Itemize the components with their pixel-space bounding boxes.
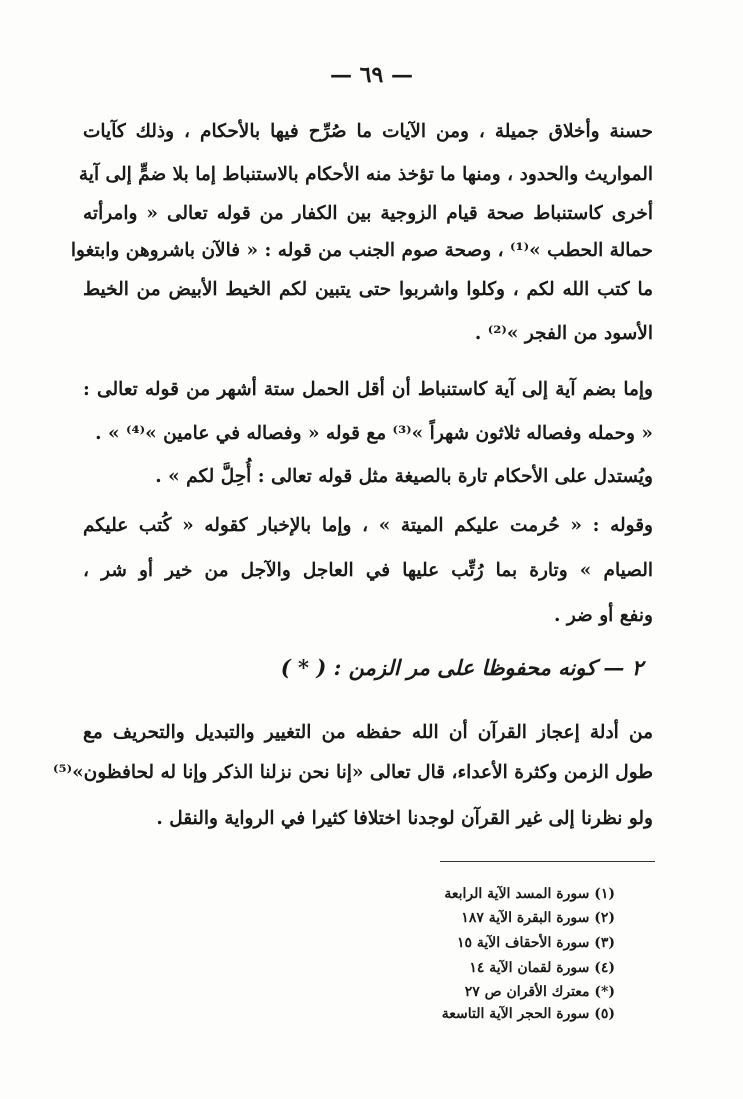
text-line: حمالة الحطب »⁽¹⁾ ، وصحة صوم الجنب من قوله : « فالآن باشروهن وابتغوا	[70, 240, 653, 261]
text-line: « وحمله وفصاله ثلاثون شهراً »⁽³⁾ مع قوله « وفصاله في عامين »⁽⁴⁾ » .	[95, 423, 653, 444]
text-line: وإما بضم آية إلى آية كاستنباط أن أقل الحمل ستة أشهر من قوله تعالى :	[83, 379, 653, 400]
text-line: المواريث والحدود ، ومنها ما تؤخذ منه الأحكام بالاستنباط إما بلا ضمٍّ إلى آية	[78, 164, 653, 185]
text-line: الأسود من الفجر »⁽²⁾ .	[474, 323, 653, 344]
text-line: ونفع أو ضر .	[553, 605, 653, 626]
footnote: (١) سورة المسد الآية الرابعة	[444, 886, 615, 902]
text-line: من أدلة إعجاز القرآن أن الله حفظه من التغيير والتبديل والتحريف مع	[83, 722, 653, 743]
page-number: — ٦٩ —	[330, 62, 413, 88]
footnote: (٢) سورة البقرة الآية ١٨٧	[461, 910, 615, 926]
footnote: (٥) سورة الحجر الآية التاسعة	[441, 1006, 615, 1022]
text-line: الصيام » وتارة بما رُتِّب عليها في العاجل والآجل من خير أو شر ،	[83, 560, 653, 581]
section-heading: ٢ — كونه محفوظا على مر الزمن : ( * )	[280, 655, 643, 680]
text-line: ما كتب الله لكم ، وكلوا واشربوا حتى يتبين لكم الخيط الأبيض من الخيط	[83, 279, 653, 300]
text-line: طول الزمن وكثرة الأعداء، قال تعالى «إنا نحن نزلنا الذكر وإنا له لحافظون»⁽⁵⁾	[52, 762, 653, 783]
text-line: ولو نظرنا إلى غير القرآن لوجدنا اختلافا كثيرا في الرواية والنقل .	[156, 808, 653, 829]
text-line: وقوله : « حُرمت عليكم الميتة » ، وإما بالإخبار كقوله « كُتب عليكم	[83, 515, 653, 536]
footnote-divider	[440, 861, 655, 862]
footnote: (٤) سورة لقمان الآية ١٤	[469, 960, 615, 976]
footnote: (*) معترك الأقران ص ٢٧	[464, 984, 615, 1000]
text-line: ويُستدل على الأحكام تارة بالصيغة مثل قوله تعالى : أُحِلَّ لكم » .	[155, 466, 653, 487]
text-line: أخرى كاستنباط صحة قيام الزوجية بين الكفار من قوله تعالى « وامرأته	[83, 203, 653, 224]
footnote: (٣) سورة الأحقاف الآية ١٥	[456, 935, 615, 951]
text-line: حسنة وأخلاق جميلة ، ومن الآيات ما صُرِّح فيها بالأحكام ، وذلك كآيات	[83, 121, 653, 142]
